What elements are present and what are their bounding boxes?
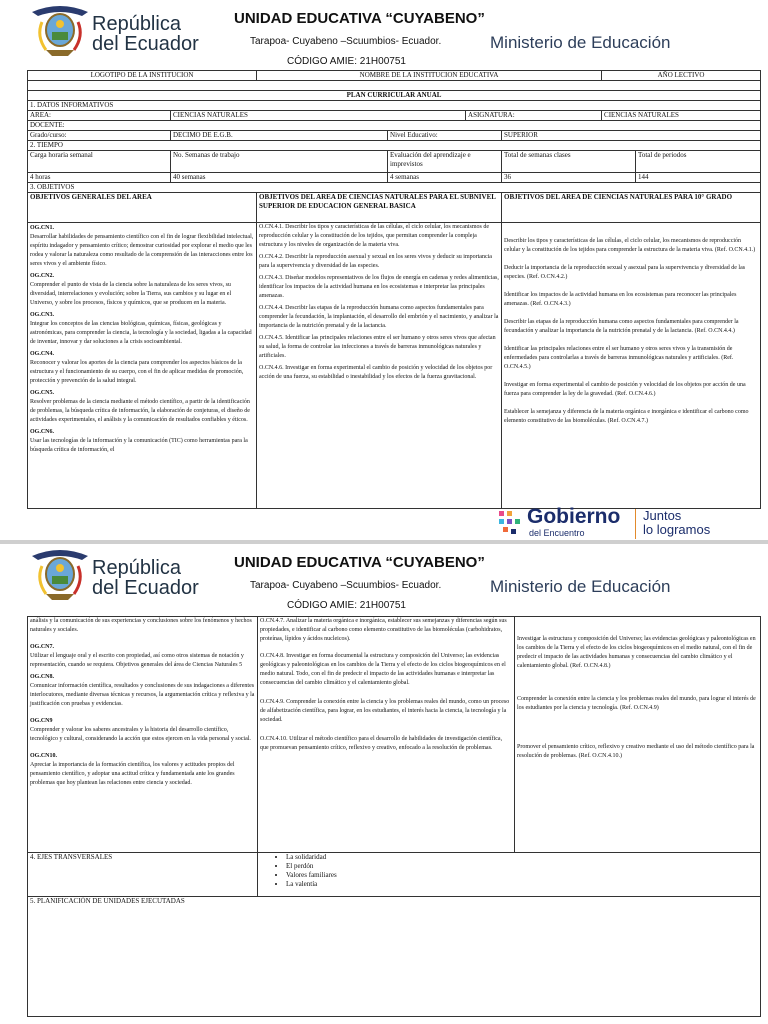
tiempo-header-row — [28, 151, 761, 173]
list-item: O.CN.4.6. Investigar en forma experimental el cambio de posición y velocidad de los objetos por acción de una fuerza, su estabilidad o inestabilidad y los efectos de la fuerza gravitacional. — [259, 365, 493, 380]
school-year-label: AÑO LECTIVO — [602, 71, 761, 81]
plan-table-page-1 — [27, 70, 761, 509]
ejes-row — [28, 853, 761, 897]
objetivos-body-row — [28, 223, 761, 509]
list-item: Promover el pensamiento crítico, reflexivo y creativo mediante el uso del método científico para la resolución de problemas. (Ref. O.CN.4.10.) — [517, 744, 755, 759]
objetivos-generales-list-2 — [28, 617, 258, 853]
list-item: Describir las etapas de la reproducción humana como aspectos fundamentales para comprender la fecundación y analizar la importancia de la nutrición prenatal y de la lactancia. (Ref. O.CN.4.4.) — [504, 319, 739, 334]
amie-code: CÓDIGO AMIE: 21H00751 — [287, 600, 406, 611]
juntos-line-1: Juntos — [643, 508, 682, 523]
objetivos-header-row — [28, 193, 761, 223]
list-item: Identificar los impactos de la actividad humana en los ecosistemas para reconocer las principales amenazas. (Ref. O.CN.4.3.) — [504, 292, 737, 307]
republic-line-2: del Ecuador — [92, 577, 199, 599]
grado-row — [28, 131, 761, 141]
list-item: Describir los tipos y características de las células, el ciclo celular, los mecanismos de reproducción celular y la constitución de los tejidos para comprender la estructura de la materia viva. (Ref. O.CN.4.1.) — [504, 238, 756, 253]
objetivos-generales-header: OBJETIVOS GENERALES DEL AREA — [28, 193, 257, 223]
datos-section-title: 1. DATOS INFORMATIVOS — [28, 101, 761, 111]
republic-line-1: República — [92, 13, 181, 35]
carga-horaria-value: 4 horas — [28, 173, 171, 183]
carga-horaria-label: Carga horaria semanal — [28, 151, 171, 173]
planificacion-section-title: 5. PLANIFICACIÓN DE UNIDADES EJECUTADAS — [28, 897, 761, 1017]
list-item: análisis y la comunicación de sus experiencias y conclusiones sobre los fenómenos y hechos naturales y sociales. — [30, 618, 252, 633]
institution-name-label: NOMBRE DE LA INSTITUCION EDUCATIVA — [257, 71, 602, 81]
area-value: CIENCIAS NATURALES — [171, 111, 466, 121]
objetivos-subnivel-header: OBJETIVOS DEL AREA DE CIENCIAS NATURALES PARA EL SUBNIVEL SUPERIOR DE EDUCACION GENERAL BASICA — [257, 193, 502, 223]
list-item: • La solidaridad — [286, 853, 758, 862]
nivel-value: SUPERIOR — [502, 131, 761, 141]
list-item: Comprender la conexión entre la ciencia y los problemas reales del mundo, para lograr el interés de los estudiantes por la ciencia y tecnología. (Ref. O.CN.4.9) — [517, 696, 756, 711]
ejes-list-cell — [258, 853, 761, 897]
grado-value: DECIMO DE E.G.B. — [171, 131, 388, 141]
ministry-logo-text: Ministerio de Educación — [490, 33, 671, 52]
list-item: O.CN.4.8. Investigar en forma documental la estructura y composición del Universo; las evidencias geológicas y paleontológicas en los cambios de la Tierra y el efecto de los ciclos biogeoquímicos en el medio natural. Todo, con el fin de predecir el impacto de las actividades humanas e interpretar las consecuencias del cambio climático y el calentamiento global. — [260, 653, 506, 686]
juntos-line-2: lo logramos — [643, 522, 711, 537]
ejes-list — [260, 853, 758, 889]
list-item: O.CN.4.1. Describir los tipos y características de las células, el ciclo celular, los mecanismos de reproducción celular y la constitución de los tejidos, que permitan comprender la compleja estructura y los niveles de organización de la materia viva. — [259, 224, 490, 248]
objetivos-grado-header: OBJETIVOS DEL AREA DE CIENCIAS NATURALES PARA 10° GRADO — [502, 193, 761, 223]
ministry-logo-text: Ministerio de Educación — [490, 577, 671, 596]
list-item: • La valentía — [286, 880, 758, 889]
list-item: • El perdón — [286, 862, 758, 871]
objetivos-grado-list-2 — [515, 617, 761, 853]
list-item: OG.CN3. Integrar los conceptos de las ciencias biológicas, químicas, físicas, geológicas y astronómicas, para comprender la ciencia, la tecnología y la sociedad, ligadas a la capacidad de inventar, innovar y dar soluciones a la crisis socioambiental. — [30, 312, 252, 345]
asignatura-value: CIENCIAS NATURALES — [602, 111, 761, 121]
objetivos-generales-list — [28, 223, 257, 509]
list-item: OG.CN1. Desarrollar habilidades de pensamiento científico con el fin de lograr flexibilidad intelectual, espíritu indagador y pensamiento crítico; demostrar curiosidad por explorar el medio que les rodea y valorar la naturaleza como resultado de la comprensión de las interacciones entre los seres vivos y el ambiente físico. — [30, 225, 254, 267]
list-item: O.CN.4.5. Identificar las principales relaciones entre el ser humano y otros seres vivos que afectan su salud, la forma de controlar las infecciones a través de barreras inmunológicas naturales y artificiales. — [259, 335, 496, 359]
list-item: Investigar en forma experimental el cambio de posición y velocidad de los objetos por acción de una fuerza para comprender la ley de la gravedad. (Ref. O.CN.4.6.) — [504, 382, 746, 397]
document-page-2 — [0, 544, 768, 1024]
institution-value-row — [28, 81, 761, 91]
tiempo-value-row — [28, 173, 761, 183]
list-item: O.CN.4.3. Diseñar modelos representativos de los flujos de energía en cadenas y redes alimenticias, identificar los impactos de la actividad humana en los ecosistemas e interpretar las principales amenazas. — [259, 275, 499, 299]
page-header-2 — [0, 544, 768, 612]
objetivos-body-row-2 — [28, 617, 761, 853]
list-item: OG.CN6. Usar las tecnologías de la información y la comunicación (TIC) como herramientas para la búsqueda crítica de información, el — [30, 429, 248, 453]
asignatura-label: ASIGNATURA: — [466, 111, 602, 121]
plan-title: PLAN CURRICULAR ANUAL — [28, 91, 761, 101]
evaluacion-label: Evaluación del aprendizaje e imprevistos — [388, 151, 502, 173]
list-item: OG.CN10. Apreciar la importancia de la formación científica, los valores y actitudes propios del pensamiento científico, y adoptar una actitud crítica y fundamentada ante los grandes problemas que hoy plantean las relaciones entre ciencia y sociedad. — [30, 753, 235, 786]
total-semanas-label: Total de semanas clases — [502, 151, 636, 173]
list-item: OG.CN7. Utilizar el lenguaje oral y el escrito con propiedad, así como otros sistemas de notación y representación, cuando se requiera. Objetivos generales del área de Ciencias Naturales 5 — [30, 644, 244, 668]
amie-code: CÓDIGO AMIE: 21H00751 — [287, 56, 406, 67]
objetivos-subnivel-list-2 — [258, 617, 515, 853]
republic-logo-text — [92, 558, 199, 598]
gobierno-mark-icon — [497, 509, 525, 539]
grado-label: Grado/curso: — [28, 131, 171, 141]
list-item: Establecer la semejanza y diferencia de la materia orgánica e inorgánica e identificar el carbono como elemento constitutivo de las biomoléculas. (Ref. O.CN.4.7.) — [504, 409, 749, 424]
ecuador-coat-of-arms-icon — [28, 2, 92, 58]
list-item: O.CN.4.9. Comprender la conexión entre la ciencia y los problemas reales del mundo, como un proceso de alfabetización científica, para lograr, en los estudiantes, el interés hacia la ciencia, la tecnología y la sociedad. — [260, 699, 510, 723]
plan-table-page-2 — [27, 616, 761, 1017]
list-item: OG.CN5. Resolver problemas de la ciencia mediante el método científico, a partir de la identificación de problemas, la búsqueda crítica de información, la elaboración de conjeturas, el diseño de actividades experimentales, el análisis y la comunicación de resultados confiables y éticos. — [30, 390, 250, 423]
republic-logo-text — [92, 14, 199, 54]
school-name: UNIDAD EDUCATIVA “CUYABENO” — [234, 554, 485, 571]
school-name: UNIDAD EDUCATIVA “CUYABENO” — [234, 10, 485, 27]
school-address: Tarapoa- Cuyabeno –Scuumbios- Ecuador. — [250, 580, 442, 591]
republic-line-1: República — [92, 557, 181, 579]
school-address: Tarapoa- Cuyabeno –Scuumbios- Ecuador. — [250, 36, 442, 47]
list-item: O.CN.4.10. Utilizar el método científico para el desarrollo de habilidades de investigación científica, que promuevan pensamiento crítico, reflexivo y creativo, enfocado a la resolución de problemas. — [260, 736, 503, 751]
objetivos-section-title: 3. OBJETIVOS — [28, 183, 761, 193]
semanas-trabajo-label: No. Semanas de trabajo — [171, 151, 388, 173]
tiempo-section-title: 2. TIEMPO — [28, 141, 761, 151]
logo-label: LOGOTIPO DE LA INSTITUCION — [28, 71, 257, 81]
logo-divider — [635, 509, 636, 539]
objetivos-subnivel-list — [257, 223, 502, 509]
list-item: OG.CN8. Comunicar información científica, resultados y conclusiones de sus indagaciones a diferentes interlocutores, mediante diversas técnicas y recursos, la argumentación crítica y reflexiva y la justificación con pruebas y evidencias. — [30, 674, 255, 707]
evaluacion-value: 4 semanas — [388, 173, 502, 183]
list-item: O.CN.4.4. Describir las etapas de la reproducción humana como aspectos fundamentales para comprender la fecundación, la implantación, el desarrollo del embrión y el nacimiento, y analizar la importancia de la nutrición prenatal y de la lactancia. — [259, 305, 499, 329]
list-item: • Valores familiares — [286, 871, 758, 880]
list-item: O.CN.4.2. Describir la reproducción asexual y sexual en los seres vivos y deducir su importancia para la supervivencia y diversidad de las especies. — [259, 254, 492, 269]
page-header — [0, 0, 768, 68]
list-item: OG.CN4. Reconocer y valorar los aportes de la ciencia para comprender los aspectos básicos de la estructura y el funcionamiento de su cuerpo, con el fin de aplicar medidas de promoción, protección y prevención de la salud integral. — [30, 351, 244, 384]
objetivos-grado-list — [502, 223, 761, 509]
encuentro-text: del Encuentro — [529, 528, 585, 538]
list-item: Deducir la importancia de la reproducción sexual y asexual para la supervivencia y diversidad de las especies. (Ref. O.CN.4.2.) — [504, 265, 746, 280]
ecuador-coat-of-arms-icon — [28, 546, 92, 602]
list-item: Identificar las principales relaciones entre el ser humano y otros seres vivos y la transmisión de enfermedades para controlarlas a través de barreras inmunológicas naturales y artificiales. (Ref. O.CN.4.5.) — [504, 346, 734, 370]
gobierno-text: Gobierno — [527, 505, 621, 528]
area-label: AREA: — [28, 111, 171, 121]
nivel-label: Nivel Educativo: — [388, 131, 502, 141]
planificacion-row — [28, 897, 761, 1017]
ejes-section-title: 4. EJES TRANSVERSALES — [28, 853, 258, 897]
gobierno-logo — [497, 505, 747, 541]
republic-line-2: del Ecuador — [92, 33, 199, 55]
juntos-text — [643, 509, 710, 537]
list-item: OG.CN2. Comprender el punto de vista de la ciencia sobre la naturaleza de los seres vivos, su diversidad, interrelaciones y evolución; sobre la Tierra, sus cambios y su lugar en el Universo, y sobre los procesos, físicos y químicos, que se producen en la materia. — [30, 273, 232, 306]
area-row — [28, 111, 761, 121]
semanas-trabajo-value: 40 semanas — [171, 173, 388, 183]
list-item: OG.CN9 Comprender y valorar los saberes ancestrales y la historia del desarrollo científico, tecnológico y cultural, considerando la acción que estos ejercen en la vida personal y social. — [30, 718, 251, 742]
total-periodos-label: Total de periodos — [636, 151, 761, 173]
list-item: O.CN.4.7. Analizar la materia orgánica e inorgánica, establecer sus semejanzas y diferencias según sus propiedades, e identificar al carbono como elemento constitutivo de las biomoléculas (carbohidratos, proteínas, lípidos y ácidos nucleicos). — [260, 618, 507, 642]
institution-row — [28, 71, 761, 81]
total-semanas-value: 36 — [502, 173, 636, 183]
list-item: Investigar la estructura y composición del Universo; las evidencias geológicas y paleontológicas en los cambios de la Tierra y el efecto de los ciclos biogeoquímicos en el medio natural, con el fin de predecir el impacto de las actividades humanas y consecuencias del cambio climático y el calentamiento global. (Ref. O.CN.4.8.) — [517, 636, 756, 669]
docente-label: DOCENTE: — [28, 121, 761, 131]
total-periodos-value: 144 — [636, 173, 761, 183]
